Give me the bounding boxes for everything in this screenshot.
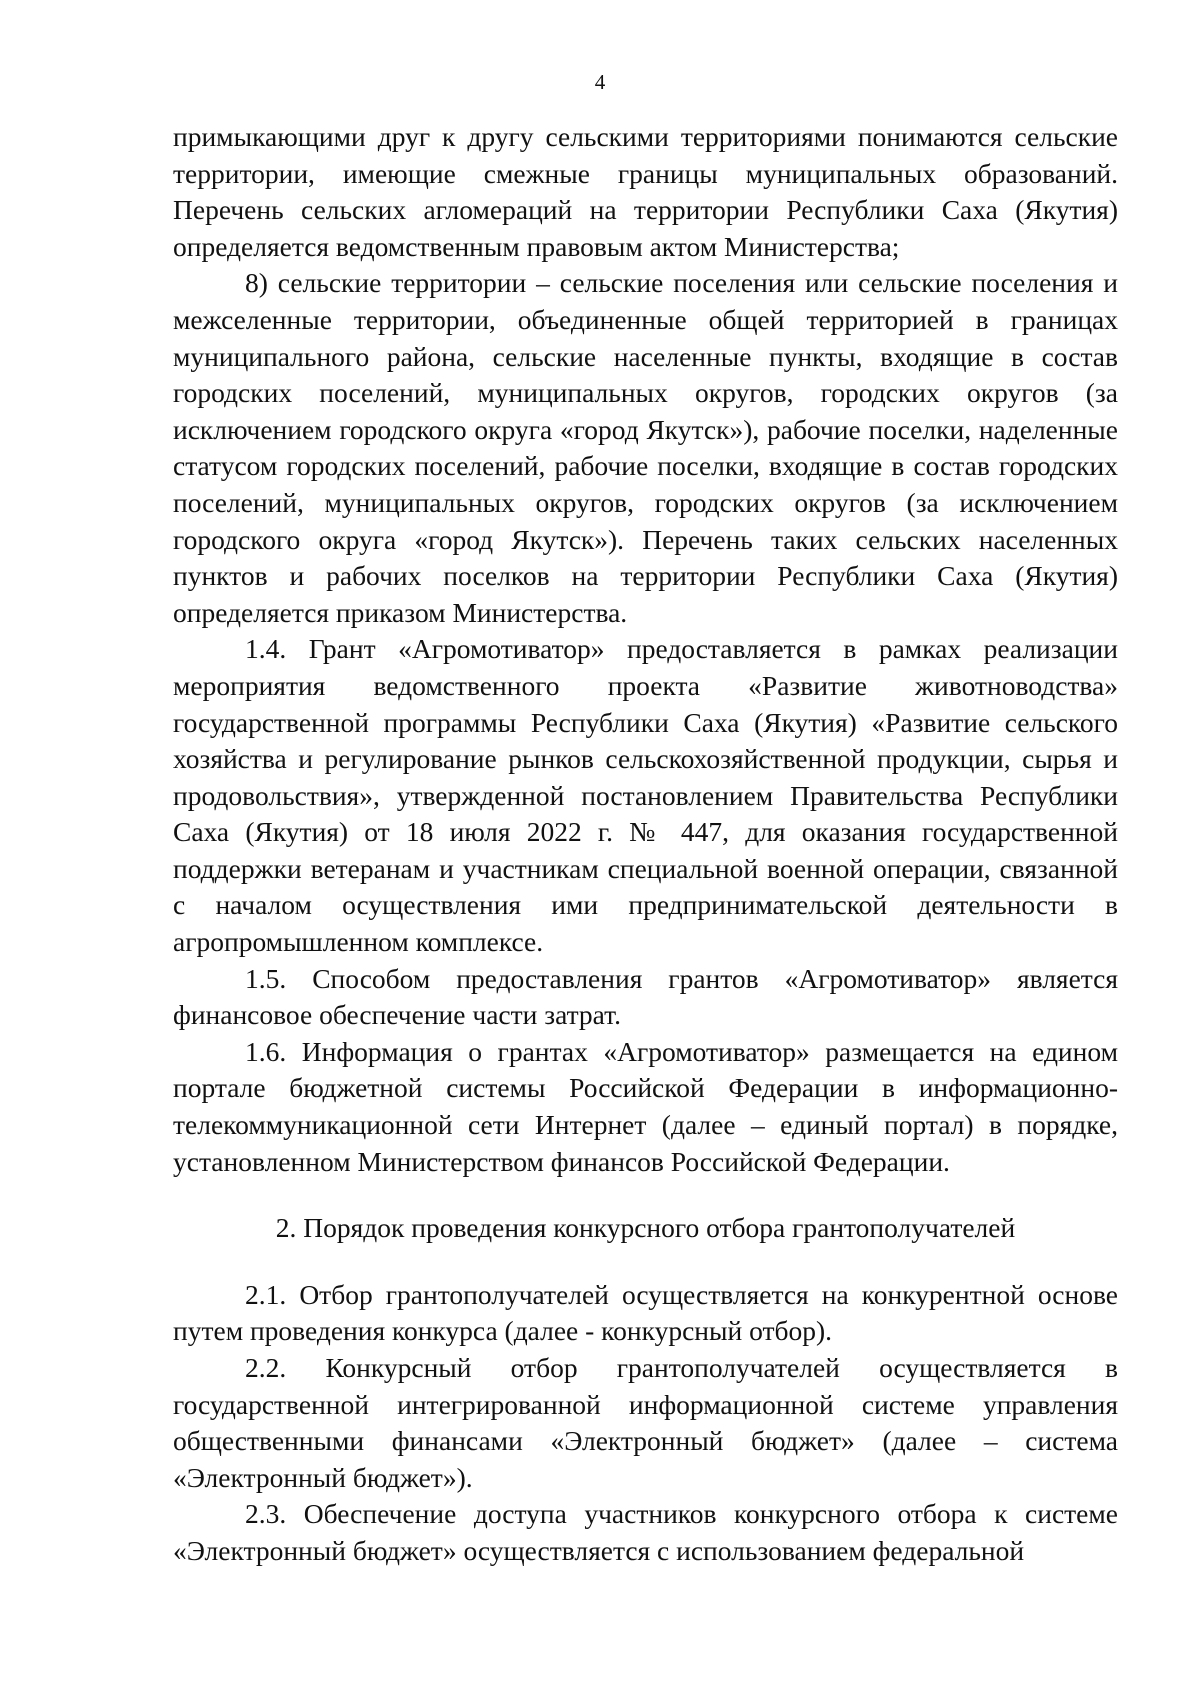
- paragraph-1-6: 1.6. Информация о грантах «Агромотиватор» размещается на едином портале бюджетной системы Российской Федерации в информационно-телекоммуникационной сети Интернет (далее – единый портал) в порядке, установленном Министерством финансов Российской Федерации.: [173, 1035, 1118, 1177]
- page-number: 4: [594, 70, 606, 94]
- paragraph-2-3: 2.3. Обеспечение доступа участников конкурсного отбора к системе «Электронный бюджет» осуществляется с использованием федеральной: [173, 1498, 1118, 1566]
- paragraph-1-4: 1.4. Грант «Агромотиватор» предоставляется в рамках реализации мероприятия ведомственного проекта «Развитие животноводства» государственной программы Республики Саха (Якутия) «Развитие сельского хозяйства и регулирование рынков сельскохозяйственной продукции, сырья и продовольствия», утвержденной постановлением Правительства Республики Саха (Якутия) от 18 июля 2022 г. № 447, для оказания государственной поддержки ветеранам и участникам специальной военной операции, связанной с началом осуществления ими предпринимательской деятельности в агропромышленном комплексе.: [173, 633, 1118, 958]
- document-body: [173, 119, 1118, 1570]
- paragraph-agglomerations: примыкающими друг к другу сельскими территориями понимаются сельские территории, имеющие смежные границы муниципальных образований. Перечень сельских агломераций на территории Республики Саха (Якутия) определяется ведомственным правовым актом Министерства;: [173, 121, 1118, 262]
- section-heading: 2. Порядок проведения конкурсного отбора грантополучателей: [275, 1212, 1016, 1244]
- paragraph-rural-territories: 8) сельские территории – сельские поселения или сельские поселения и межселенные территории, объединенные общей территорией в границах муниципального района, сельские населенные пункты, входящие в состав городских поселений, муниципальных округов, городских округов (за исключением городского округа «город Якутск»), рабочие поселки, наделенные статусом городских поселений, рабочие поселки, входящие в состав городских поселений, муниципальных округов, городских округов (за исключением городского округа «город Якутск»). Перечень таких сельских населенных пунктов и рабочих поселков на территории Республики Саха (Якутия) определяется приказом Министерства.: [173, 267, 1118, 628]
- paragraph-1-5: 1.5. Способом предоставления грантов «Агромотиватор» является финансовое обеспечение части затрат.: [173, 962, 1118, 1031]
- paragraph-2-2: 2.2. Конкурсный отбор грантополучателей осуществляется в государственной интегрированной информационной системе управления общественными финансами «Электронный бюджет» (далее – система «Электронный бюджет»).: [173, 1352, 1118, 1493]
- paragraph-2-1: 2.1. Отбор грантополучателей осуществляется на конкурентной основе путем проведения конкурса (далее - конкурсный отбор).: [173, 1278, 1118, 1347]
